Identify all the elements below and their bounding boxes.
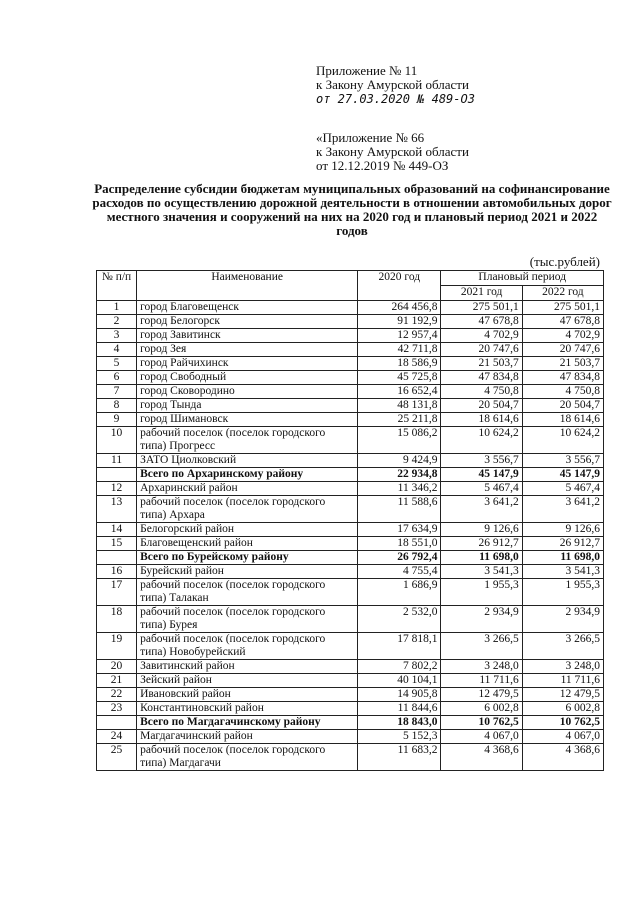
row-name: город Шимановск — [137, 413, 358, 427]
row-name: рабочий поселок (поселок городского типа) Архара — [137, 496, 358, 523]
row-name: город Сковородино — [137, 385, 358, 399]
row-2021: 4 702,9 — [441, 329, 522, 343]
table-row — [97, 315, 604, 329]
row-2020: 9 424,9 — [358, 454, 441, 468]
row-2021: 2 934,9 — [441, 606, 522, 633]
row-2022: 9 126,6 — [522, 523, 603, 537]
table-row — [97, 523, 604, 537]
row-2020: 4 755,4 — [358, 565, 441, 579]
table-row — [97, 606, 604, 633]
row-number: 14 — [97, 523, 137, 537]
table-row — [97, 702, 604, 716]
row-name: город Райчихинск — [137, 357, 358, 371]
row-2020: 11 844,6 — [358, 702, 441, 716]
row-2022: 12 479,5 — [522, 688, 603, 702]
row-name: Зейский район — [137, 674, 358, 688]
unit-label: (тыс.рублей) — [529, 254, 600, 269]
row-2022: 4 702,9 — [522, 329, 603, 343]
appendix-number: Приложение № 11 — [316, 63, 418, 78]
row-2020: 17 634,9 — [358, 523, 441, 537]
document-title: Распределение субсидии бюджетам муниципальных образований на софинансирование расходов по осуществлению дорожной деятельности в отношении автомобильных дорог местного значения и сооружений на них на 2020 год и плановый период 2021 и 2022 годов — [92, 181, 612, 238]
row-2020: 42 711,8 — [358, 343, 441, 357]
row-2022: 20 747,6 — [522, 343, 603, 357]
row-number: 8 — [97, 399, 137, 413]
table-row — [97, 674, 604, 688]
row-2021: 275 501,1 — [441, 301, 522, 315]
row-2020: 91 192,9 — [358, 315, 441, 329]
row-2022: 20 504,7 — [522, 399, 603, 413]
row-2020: 18 843,0 — [358, 716, 441, 730]
row-number: 18 — [97, 606, 137, 633]
row-2020: 14 905,8 — [358, 688, 441, 702]
row-name: Константиновский район — [137, 702, 358, 716]
table-row — [97, 688, 604, 702]
row-name: город Благовещенск — [137, 301, 358, 315]
row-number: 6 — [97, 371, 137, 385]
row-number: 19 — [97, 633, 137, 660]
row-2022: 11 711,6 — [522, 674, 603, 688]
row-2020: 264 456,8 — [358, 301, 441, 315]
table-row — [97, 301, 604, 315]
row-name: город Зея — [137, 343, 358, 357]
table-row — [97, 537, 604, 551]
row-2020: 12 957,4 — [358, 329, 441, 343]
row-number: 11 — [97, 454, 137, 468]
row-name: Всего по Архаринскому району — [137, 468, 358, 482]
row-name: Всего по Бурейскому району — [137, 551, 358, 565]
row-number: 17 — [97, 579, 137, 606]
row-number — [97, 716, 137, 730]
row-name: Белогорский район — [137, 523, 358, 537]
table-total-row — [97, 468, 604, 482]
row-name: ЗАТО Циолковский — [137, 454, 358, 468]
col-num-header: № п/п — [97, 271, 137, 301]
row-2022: 3 556,7 — [522, 454, 603, 468]
original-appendix-header — [316, 131, 469, 173]
row-2021: 9 126,6 — [441, 523, 522, 537]
row-2021: 3 641,2 — [441, 496, 522, 523]
row-2020: 45 725,8 — [358, 371, 441, 385]
row-2021: 11 698,0 — [441, 551, 522, 565]
table-row — [97, 744, 604, 771]
table-row — [97, 579, 604, 606]
table-row — [97, 399, 604, 413]
row-name: Всего по Магдагачинскому району — [137, 716, 358, 730]
row-2020: 11 588,6 — [358, 496, 441, 523]
row-name: город Свободный — [137, 371, 358, 385]
row-2022: 4 750,8 — [522, 385, 603, 399]
row-2022: 3 248,0 — [522, 660, 603, 674]
table-total-row — [97, 551, 604, 565]
row-number: 9 — [97, 413, 137, 427]
row-2022: 18 614,6 — [522, 413, 603, 427]
row-2022: 3 266,5 — [522, 633, 603, 660]
row-2021: 10 624,2 — [441, 427, 522, 454]
appendix-date-handwritten: от 27.03.2020 № 489-ОЗ — [316, 92, 475, 106]
col-2021-header: 2021 год — [441, 286, 522, 301]
table-row — [97, 496, 604, 523]
row-2020: 18 551,0 — [358, 537, 441, 551]
row-2021: 18 614,6 — [441, 413, 522, 427]
table-row — [97, 482, 604, 496]
row-number: 16 — [97, 565, 137, 579]
row-2021: 4 368,6 — [441, 744, 522, 771]
row-number: 3 — [97, 329, 137, 343]
row-name: Магдагачинский район — [137, 730, 358, 744]
row-name: рабочий поселок (поселок городского типа) Прогресс — [137, 427, 358, 454]
row-number: 7 — [97, 385, 137, 399]
table-row — [97, 427, 604, 454]
row-2020: 26 792,4 — [358, 551, 441, 565]
row-number: 12 — [97, 482, 137, 496]
col-2022-header: 2022 год — [522, 286, 603, 301]
row-number: 25 — [97, 744, 137, 771]
row-name: Бурейский район — [137, 565, 358, 579]
row-2020: 16 652,4 — [358, 385, 441, 399]
row-number: 4 — [97, 343, 137, 357]
table-row — [97, 371, 604, 385]
subsidy-table — [96, 270, 604, 771]
row-2021: 1 955,3 — [441, 579, 522, 606]
row-number: 24 — [97, 730, 137, 744]
table-row — [97, 329, 604, 343]
row-number: 2 — [97, 315, 137, 329]
row-2020: 18 586,9 — [358, 357, 441, 371]
row-2021: 10 762,5 — [441, 716, 522, 730]
table-total-row — [97, 716, 604, 730]
row-2020: 5 152,3 — [358, 730, 441, 744]
row-2021: 12 479,5 — [441, 688, 522, 702]
row-2022: 26 912,7 — [522, 537, 603, 551]
table-row — [97, 730, 604, 744]
row-2021: 3 556,7 — [441, 454, 522, 468]
row-number: 13 — [97, 496, 137, 523]
row-2020: 22 934,8 — [358, 468, 441, 482]
col-2020-header: 2020 год — [358, 271, 441, 301]
table-row — [97, 565, 604, 579]
row-2021: 4 750,8 — [441, 385, 522, 399]
table-row — [97, 413, 604, 427]
row-name: город Завитинск — [137, 329, 358, 343]
row-2022: 6 002,8 — [522, 702, 603, 716]
row-number: 23 — [97, 702, 137, 716]
row-2022: 2 934,9 — [522, 606, 603, 633]
row-2022: 11 698,0 — [522, 551, 603, 565]
row-number: 10 — [97, 427, 137, 454]
row-name: рабочий поселок (поселок городского типа) Новобурейский — [137, 633, 358, 660]
row-2020: 2 532,0 — [358, 606, 441, 633]
row-name: рабочий поселок (поселок городского типа) Талакан — [137, 579, 358, 606]
row-name: Завитинский район — [137, 660, 358, 674]
row-2020: 17 818,1 — [358, 633, 441, 660]
row-name: город Тында — [137, 399, 358, 413]
row-2021: 3 541,3 — [441, 565, 522, 579]
row-name: Архаринский район — [137, 482, 358, 496]
row-2020: 1 686,9 — [358, 579, 441, 606]
row-2021: 3 266,5 — [441, 633, 522, 660]
table-row — [97, 357, 604, 371]
row-2020: 25 211,8 — [358, 413, 441, 427]
row-number: 1 — [97, 301, 137, 315]
table-row — [97, 385, 604, 399]
row-2021: 11 711,6 — [441, 674, 522, 688]
row-2021: 20 504,7 — [441, 399, 522, 413]
table-row — [97, 633, 604, 660]
row-2021: 47 678,8 — [441, 315, 522, 329]
row-2022: 3 541,3 — [522, 565, 603, 579]
row-2022: 47 834,8 — [522, 371, 603, 385]
row-2022: 47 678,8 — [522, 315, 603, 329]
row-2020: 11 346,2 — [358, 482, 441, 496]
row-2021: 3 248,0 — [441, 660, 522, 674]
original-appendix-number: «Приложение № 66 — [316, 130, 425, 145]
col-planned-header: Плановый период — [441, 271, 604, 286]
table-row — [97, 343, 604, 357]
row-2020: 7 802,2 — [358, 660, 441, 674]
appendix-law: к Закону Амурской области — [316, 77, 469, 92]
table-row — [97, 660, 604, 674]
row-name: Ивановский район — [137, 688, 358, 702]
row-number: 21 — [97, 674, 137, 688]
row-2020: 11 683,2 — [358, 744, 441, 771]
row-2021: 5 467,4 — [441, 482, 522, 496]
appendix-header — [316, 64, 475, 106]
row-number: 20 — [97, 660, 137, 674]
row-2021: 20 747,6 — [441, 343, 522, 357]
row-2020: 40 104,1 — [358, 674, 441, 688]
row-number — [97, 551, 137, 565]
row-name: рабочий поселок (поселок городского типа) Магдагачи — [137, 744, 358, 771]
row-2022: 5 467,4 — [522, 482, 603, 496]
row-2021: 21 503,7 — [441, 357, 522, 371]
row-2022: 275 501,1 — [522, 301, 603, 315]
row-number — [97, 468, 137, 482]
row-2022: 45 147,9 — [522, 468, 603, 482]
row-2022: 3 641,2 — [522, 496, 603, 523]
row-number: 5 — [97, 357, 137, 371]
row-name: город Белогорск — [137, 315, 358, 329]
row-2022: 10 624,2 — [522, 427, 603, 454]
row-2022: 4 368,6 — [522, 744, 603, 771]
original-appendix-date: от 12.12.2019 № 449-ОЗ — [316, 158, 449, 173]
row-2022: 10 762,5 — [522, 716, 603, 730]
col-name-header: Наименование — [137, 271, 358, 301]
original-appendix-law: к Закону Амурской области — [316, 144, 469, 159]
row-name: рабочий поселок (поселок городского типа) Бурея — [137, 606, 358, 633]
table-body — [97, 301, 604, 771]
row-2020: 48 131,8 — [358, 399, 441, 413]
row-2021: 4 067,0 — [441, 730, 522, 744]
row-2021: 26 912,7 — [441, 537, 522, 551]
row-number: 15 — [97, 537, 137, 551]
row-2022: 1 955,3 — [522, 579, 603, 606]
row-2022: 21 503,7 — [522, 357, 603, 371]
row-2021: 6 002,8 — [441, 702, 522, 716]
row-2020: 15 086,2 — [358, 427, 441, 454]
row-number: 22 — [97, 688, 137, 702]
row-name: Благовещенский район — [137, 537, 358, 551]
row-2021: 47 834,8 — [441, 371, 522, 385]
row-2022: 4 067,0 — [522, 730, 603, 744]
table-row — [97, 454, 604, 468]
row-2021: 45 147,9 — [441, 468, 522, 482]
